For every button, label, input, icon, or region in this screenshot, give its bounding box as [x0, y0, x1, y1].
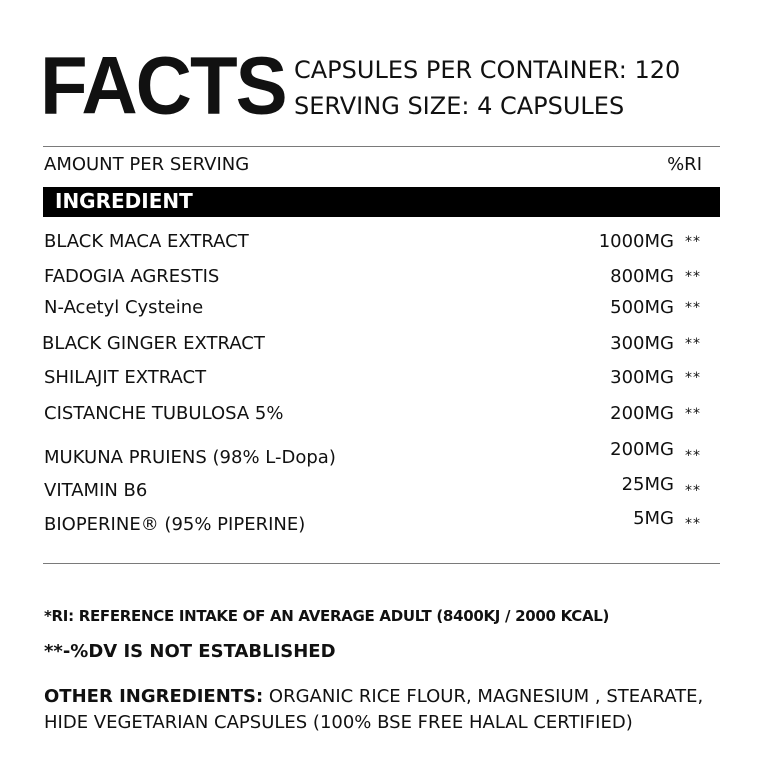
ingredient-ri: ** [685, 269, 701, 285]
ingredient-ri: ** [685, 516, 701, 532]
dv-footnote: **-%DV IS NOT ESTABLISHED [44, 641, 336, 662]
ingredient-amount: 1000MG [598, 231, 674, 252]
serving-size: SERVING SIZE: 4 CAPSULES [294, 92, 625, 120]
ingredient-row [0, 405, 768, 429]
ri-column-header: %RI [667, 154, 702, 175]
ingredient-name: BIOPERINE® (95% PIPERINE) [44, 514, 306, 535]
ingredient-amount: 500MG [610, 297, 674, 318]
ingredient-name: BLACK MACA EXTRACT [44, 231, 249, 252]
ingredient-name: VITAMIN B6 [44, 480, 148, 501]
ingredient-ri: ** [685, 406, 701, 422]
other-ingredients [44, 684, 734, 736]
ri-footnote: *RI: REFERENCE INTAKE OF AN AVERAGE ADULT (8400KJ / 2000 KCAL) [44, 607, 610, 625]
capsules-per-container: CAPSULES PER CONTAINER: 120 [294, 56, 681, 84]
ingredient-row [0, 268, 768, 292]
ingredient-name: FADOGIA AGRESTIS [44, 266, 220, 287]
ingredient-name: MUKUNA PRUIENS (98% L-Dopa) [44, 447, 336, 468]
ingredient-amount: 200MG [610, 439, 674, 460]
ingredient-row [0, 233, 768, 257]
amount-per-serving-label: AMOUNT PER SERVING [44, 154, 250, 175]
ingredient-ri: ** [685, 234, 701, 250]
ingredient-row [0, 476, 768, 500]
ingredient-header-label: INGREDIENT [55, 189, 193, 213]
ingredient-ri: ** [685, 336, 701, 352]
ingredient-row [0, 369, 768, 393]
ingredient-name: BLACK GINGER EXTRACT [42, 333, 265, 354]
ingredient-ri: ** [685, 483, 701, 499]
ingredient-amount: 200MG [610, 403, 674, 424]
other-ingredients-label: OTHER INGREDIENTS: [44, 686, 264, 707]
ingredient-row [0, 335, 768, 359]
ingredient-name: CISTANCHE TUBULOSA 5% [44, 403, 284, 424]
ingredient-row [0, 439, 768, 468]
ingredient-ri: ** [685, 300, 701, 316]
ingredient-header-bar [43, 187, 720, 217]
ingredient-ri: ** [685, 448, 701, 464]
ingredient-name: N-Acetyl Cysteine [44, 297, 204, 318]
ingredient-amount: 300MG [610, 367, 674, 388]
ingredient-amount: 300MG [610, 333, 674, 354]
other-ingredients-text: ORGANIC RICE FLOUR, MAGNESIUM , STEARATE, HIDE VEGETARIAN CAPSULES (100% BSE FREE HALAL CERTIFIED) [44, 686, 704, 733]
ingredient-ri: ** [685, 370, 701, 386]
ingredient-amount: 5MG [633, 508, 674, 529]
bottom-divider [43, 563, 720, 564]
ingredient-row [0, 299, 768, 323]
facts-title: FACTS [40, 38, 286, 132]
ingredient-row [0, 510, 768, 534]
top-divider [43, 146, 720, 147]
ingredient-amount: 800MG [610, 266, 674, 287]
ingredient-name: SHILAJIT EXTRACT [44, 367, 207, 388]
ingredient-amount: 25MG [621, 474, 674, 495]
